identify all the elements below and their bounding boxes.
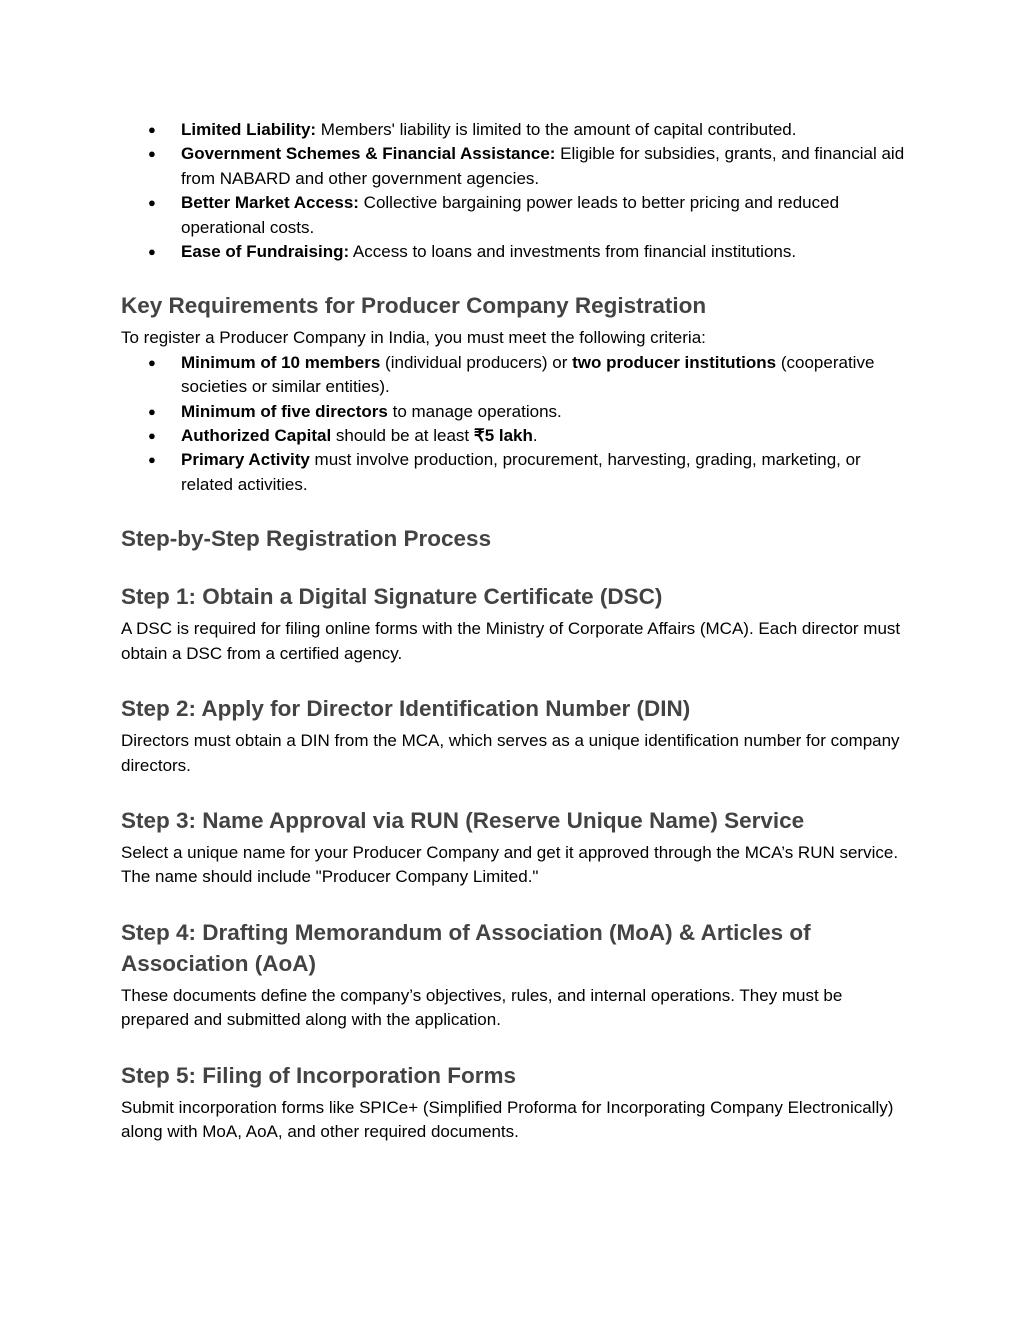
bullet-icon: ● [148, 146, 156, 162]
bullet-icon: ● [148, 354, 156, 370]
step-5-heading: Step 5: Filing of Incorporation Forms [121, 1062, 517, 1088]
list-item: ● Ease of Fundraising: Access to loans and investments from financial institutions. [181, 240, 911, 264]
document-page [121, 118, 911, 1144]
list-item: ● Government Schemes & Financial Assistance: Eligible for subsidies, grants, and financial aid from NABARD and other government agencies. [148, 144, 905, 188]
list-item: ● Authorized Capital should be at least ₹5 lakh. [181, 424, 911, 448]
bullet-icon: ● [148, 403, 156, 419]
step-2-heading: Step 2: Apply for Director Identification Number (DIN) [121, 696, 691, 722]
requirements-heading: Key Requirements for Producer Company Registration [121, 293, 707, 319]
bullet-icon: ● [148, 244, 156, 260]
step-3-body: Select a unique name for your Producer Company and get it approved through the MCA’s RUN service. The name should include "Producer Company Limited." [121, 842, 899, 887]
step-3-heading: Step 3: Name Approval via RUN (Reserve Unique Name) Service [121, 807, 805, 833]
step-4-body: These documents define the company’s objectives, rules, and internal operations. They must be prepared and submitted along with the application. [121, 985, 843, 1030]
step-1-body: A DSC is required for filing online forms with the Ministry of Corporate Affairs (MCA). Each director must obtain a DSC from a certified agency. [121, 619, 901, 663]
bullet-icon: ● [148, 122, 156, 137]
step-2-body: Directors must obtain a DIN from the MCA, which serves as a unique identification number for company directors. [121, 731, 900, 775]
bullet-icon: ● [148, 428, 156, 444]
list-item: ● Primary Activity must involve production, procurement, harvesting, grading, marketing, or related activities. [148, 450, 861, 494]
bullet-icon: ● [148, 452, 156, 468]
list-item: ● Minimum of 10 members (individual producers) or two producer institutions (cooperative societies or similar entities). [148, 352, 875, 397]
list-item: ● Minimum of five directors to manage operations. [181, 400, 911, 424]
step-5-body: Submit incorporation forms like SPICe+ (Simplified Proforma for Incorporating Company Electronically) along with MoA, AoA, and other required documents. [121, 1097, 894, 1141]
requirements-list [121, 351, 911, 497]
process-heading: Step-by-Step Registration Process [121, 526, 492, 552]
step-1-heading: Step 1: Obtain a Digital Signature Certificate (DSC) [121, 584, 663, 610]
benefits-list [121, 118, 911, 264]
list-item: ● Limited Liability: Members' liability is limited to the amount of capital contributed. [181, 118, 911, 142]
list-item: ● Better Market Access: Collective bargaining power leads to better pricing and reduced operational costs. [148, 193, 840, 237]
bullet-icon: ● [148, 195, 156, 211]
requirements-intro: To register a Producer Company in India, you must meet the following criteria: [121, 328, 706, 348]
step-4-heading: Step 4: Drafting Memorandum of Association (MoA) & Articles of Association (AoA) [121, 919, 811, 976]
